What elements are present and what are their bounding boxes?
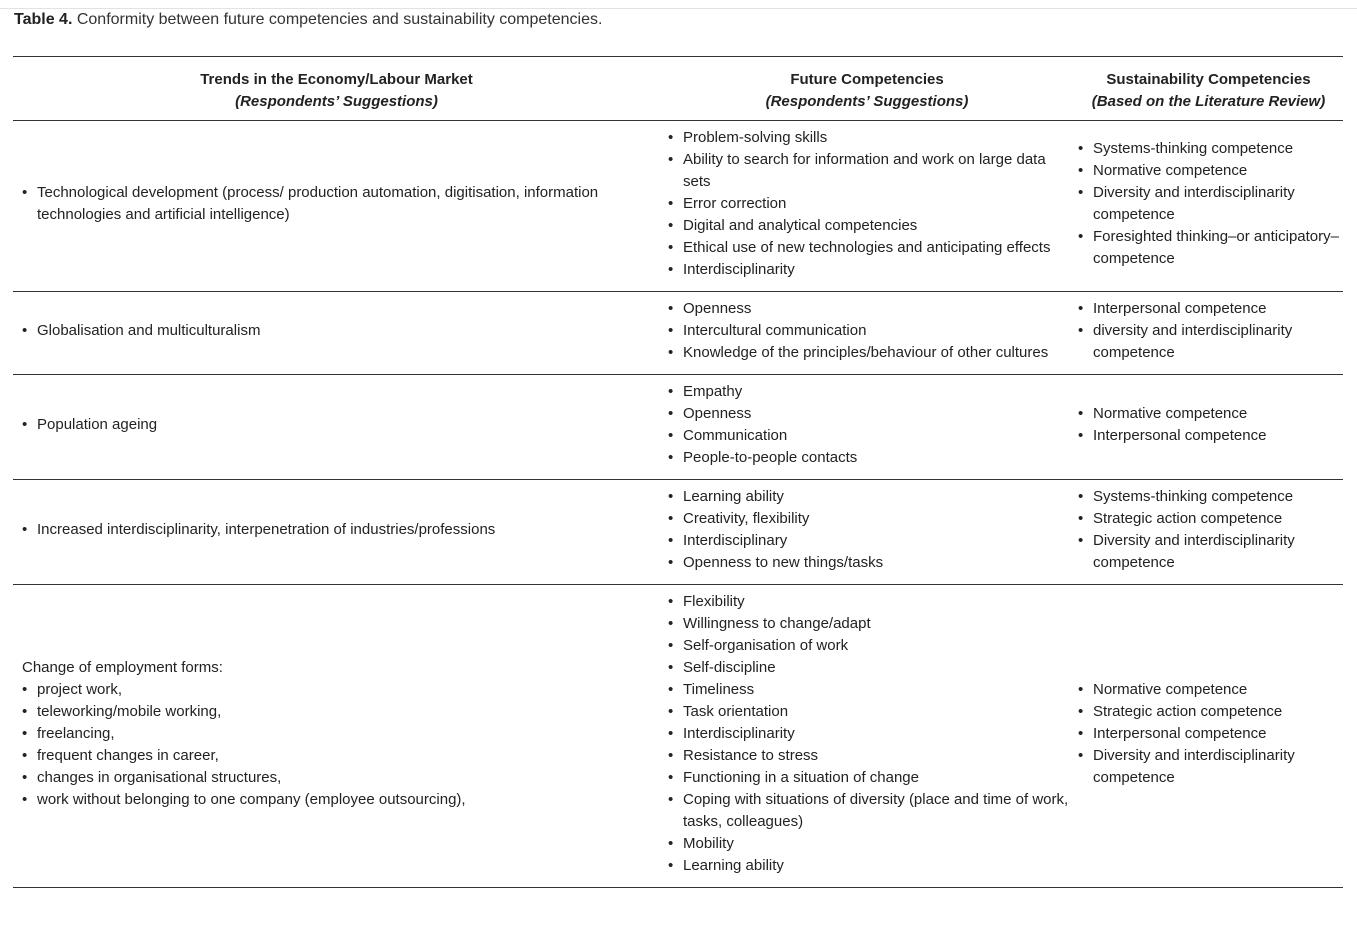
trend-item: • teleworking/mobile working,: [22, 701, 656, 723]
trend-list: [22, 320, 656, 342]
sustainability-competency-item: • Interpersonal competence: [1078, 298, 1339, 320]
competencies-table: [13, 56, 1343, 888]
trend-item: • Increased interdisciplinarity, interpenetration of industries/professions: [22, 519, 656, 541]
table-body: [13, 121, 1343, 888]
future-competency-item: • Empathy: [668, 381, 1070, 403]
trend-cell: [13, 480, 660, 585]
caption-label: Table 4.: [14, 11, 73, 28]
future-competency-item: • Error correction: [668, 193, 1070, 215]
trend-cell: [13, 292, 660, 375]
sustainability-competency-item: • Interpersonal competence: [1078, 425, 1339, 447]
trend-item: • project work,: [22, 679, 656, 701]
table-row: [13, 480, 1343, 585]
trend-list: [22, 679, 656, 811]
future-competency-item: • Functioning in a situation of change: [668, 767, 1070, 789]
table-header: [13, 57, 1343, 121]
future-competency-item: • Interdisciplinarity: [668, 723, 1070, 745]
future-competency-item: • Communication: [668, 425, 1070, 447]
future-competency-item: • Timeliness: [668, 679, 1070, 701]
future-competency-item: • Digital and analytical competencies: [668, 215, 1070, 237]
table-caption: [14, 11, 602, 29]
trend-item: • Technological development (process/ production automation, digitisation, information technologies and artificial intelligence): [22, 182, 656, 226]
header-sustainability-title: Sustainability Competencies: [1106, 71, 1311, 88]
header-sustainability: [1074, 57, 1343, 121]
future-competency-list: [668, 381, 1070, 469]
sustainability-cell: [1074, 292, 1343, 375]
header-trends-subtitle: (Respondents’ Suggestions): [235, 93, 438, 110]
future-competency-item: • People-to-people contacts: [668, 447, 1070, 469]
future-competency-item: • Flexibility: [668, 591, 1070, 613]
future-competency-item: • Creativity, flexibility: [668, 508, 1070, 530]
future-cell: [660, 585, 1074, 888]
trend-item: • Population ageing: [22, 414, 656, 436]
future-competency-item: • Resistance to stress: [668, 745, 1070, 767]
trend-cell: [13, 375, 660, 480]
table-row: [13, 375, 1343, 480]
future-cell: [660, 121, 1074, 292]
future-competency-item: • Learning ability: [668, 855, 1070, 877]
sustainability-competency-item: • diversity and interdisciplinarity competence: [1078, 320, 1339, 364]
trend-item: • Globalisation and multiculturalism: [22, 320, 656, 342]
sustainability-cell: [1074, 375, 1343, 480]
future-cell: [660, 292, 1074, 375]
sustainability-competency-list: [1078, 298, 1339, 364]
sustainability-cell: [1074, 480, 1343, 585]
sustainability-competency-item: • Foresighted thinking–or anticipatory–competence: [1078, 226, 1339, 270]
header-future-title: Future Competencies: [790, 71, 944, 88]
trend-cell: [13, 121, 660, 292]
sustainability-competency-item: • Normative competence: [1078, 403, 1339, 425]
sustainability-competency-item: • Normative competence: [1078, 160, 1339, 182]
future-competency-list: [668, 298, 1070, 364]
sustainability-competency-list: [1078, 679, 1339, 789]
trend-item: • work without belonging to one company (employee outsourcing),: [22, 789, 656, 811]
table-row: [13, 585, 1343, 888]
header-trends-title: Trends in the Economy/Labour Market: [200, 71, 473, 88]
top-divider: [0, 8, 1357, 9]
table-row: [13, 121, 1343, 292]
future-competency-list: [668, 486, 1070, 574]
future-competency-item: • Openness: [668, 298, 1070, 320]
trend-list: [22, 414, 656, 436]
sustainability-cell: [1074, 585, 1343, 888]
trend-list: [22, 519, 656, 541]
header-trends: [13, 57, 660, 121]
sustainability-competency-item: • Normative competence: [1078, 679, 1339, 701]
future-cell: [660, 375, 1074, 480]
trend-intro: Change of employment forms:: [22, 659, 223, 676]
trend-item: • changes in organisational structures,: [22, 767, 656, 789]
sustainability-competency-item: • Diversity and interdisciplinarity competence: [1078, 745, 1339, 789]
future-competency-item: • Knowledge of the principles/behaviour of other cultures: [668, 342, 1070, 364]
sustainability-competency-item: • Systems-thinking competence: [1078, 138, 1339, 160]
future-competency-item: • Intercultural communication: [668, 320, 1070, 342]
sustainability-competency-list: [1078, 403, 1339, 447]
trend-item: • frequent changes in career,: [22, 745, 656, 767]
sustainability-competency-item: • Systems-thinking competence: [1078, 486, 1339, 508]
sustainability-competency-item: • Strategic action competence: [1078, 701, 1339, 723]
future-competency-item: • Coping with situations of diversity (place and time of work, tasks, colleagues): [668, 789, 1070, 833]
header-row: [13, 57, 1343, 121]
future-competency-item: • Task orientation: [668, 701, 1070, 723]
future-competency-item: • Ability to search for information and work on large data sets: [668, 149, 1070, 193]
sustainability-competency-item: • Diversity and interdisciplinarity competence: [1078, 182, 1339, 226]
future-competency-item: • Problem-solving skills: [668, 127, 1070, 149]
trend-cell: [13, 585, 660, 888]
future-competency-item: • Self-discipline: [668, 657, 1070, 679]
future-competency-item: • Willingness to change/adapt: [668, 613, 1070, 635]
header-future-subtitle: (Respondents’ Suggestions): [765, 93, 969, 110]
header-future: [660, 57, 1074, 121]
future-competency-item: • Self-organisation of work: [668, 635, 1070, 657]
trend-item: • freelancing,: [22, 723, 656, 745]
future-competency-item: • Ethical use of new technologies and anticipating effects: [668, 237, 1070, 259]
caption-text: Conformity between future competencies and sustainability competencies.: [72, 11, 603, 28]
header-sustainability-subtitle: (Based on the Literature Review): [1091, 93, 1326, 110]
future-competency-list: [668, 591, 1070, 877]
future-competency-item: • Openness: [668, 403, 1070, 425]
sustainability-competency-list: [1078, 138, 1339, 270]
future-competency-list: [668, 127, 1070, 281]
trend-list: [22, 182, 656, 226]
sustainability-competency-item: • Diversity and interdisciplinarity competence: [1078, 530, 1339, 574]
future-cell: [660, 480, 1074, 585]
sustainability-competency-item: • Interpersonal competence: [1078, 723, 1339, 745]
sustainability-competency-list: [1078, 486, 1339, 574]
future-competency-item: • Interdisciplinary: [668, 530, 1070, 552]
future-competency-item: • Learning ability: [668, 486, 1070, 508]
sustainability-cell: [1074, 121, 1343, 292]
table-row: [13, 292, 1343, 375]
future-competency-item: • Openness to new things/tasks: [668, 552, 1070, 574]
sustainability-competency-item: • Strategic action competence: [1078, 508, 1339, 530]
future-competency-item: • Interdisciplinarity: [668, 259, 1070, 281]
future-competency-item: • Mobility: [668, 833, 1070, 855]
